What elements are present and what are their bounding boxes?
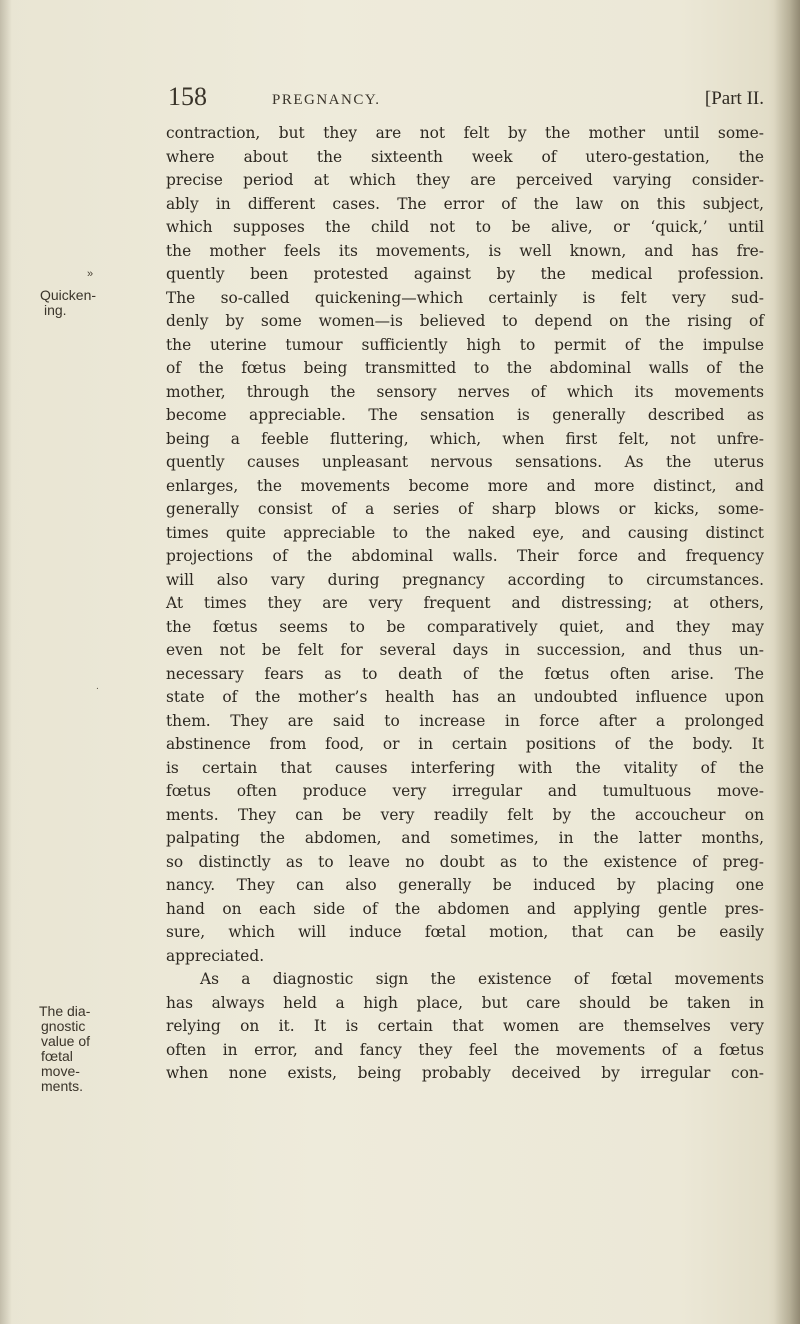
text-line: ments. They can be very readily felt by the accoucheur on [166,805,764,824]
text-line: palpating the abdomen, and sometimes, in the latter months, [166,829,764,847]
text-line: will also vary during pregnancy according to circumstances. [166,570,764,589]
text-line: ably in different cases. The error of the law on this subject, [166,194,764,213]
text-line: denly by some women—is believed to depend on the rising of [166,312,764,330]
text-line: mother, through the sensory nerves of which its movements [166,382,764,401]
text-line: fœtus often produce very irregular and tumultuous move- [166,782,764,800]
margin-note-line: ments. [41,1078,84,1094]
text-line: the uterine tumour sufficiently high to permit of the impulse [166,335,764,354]
text-line: sure, which will induce fœtal motion, that can be easily [166,923,764,941]
margin-mark: » [87,268,94,280]
text-line: quently been protested against by the medical profession. [166,265,764,283]
page-header [168,82,764,120]
margin-dot: . [96,682,99,692]
margin-note-line: The dia- [39,1003,91,1019]
text-line: is certain that causes interfering with the vitality of the [166,758,764,777]
text-line: times quite appreciable to the naked eye, and causing distinct [166,523,764,542]
margin-note-line: gnostic [41,1018,86,1034]
binding-shadow [0,0,12,1324]
text-line: being a feeble fluttering, which, when first felt, not unfre- [166,429,764,448]
text-line: often in error, and fancy they feel the movements of a fœtus [166,1040,764,1059]
text-line: necessary fears as to death of the fœtus often arise. The [166,664,764,683]
text-line: precise period at which they are perceived varying consider- [166,171,764,189]
text-line: has always held a high place, but care should be taken in [166,993,764,1012]
running-head: PREGNANCY. [272,92,381,108]
margin-note-line: fœtal [41,1048,73,1064]
text-line: them. They are said to increase in force after a prolonged [166,711,764,730]
part-label: [Part II. [704,88,764,109]
text-line: nancy. They can also generally be induced by placing one [166,876,764,894]
text-line: the fœtus seems to be comparatively quiet, and they may [166,617,764,636]
margin-note-quickening [40,288,96,318]
text-line: the mother feels its movements, is well known, and has fre- [166,241,764,260]
text-line-paragraph-start: As a diagnostic sign the existence of fœtal movements [200,970,764,988]
body-text [166,122,776,1086]
text-line: so distinctly as to leave no doubt as to the existence of preg- [166,852,764,871]
text-line: even not be felt for several days in succession, and thus un- [166,641,764,659]
text-line: state of the mother’s health has an undoubted influence upon [166,688,764,706]
text-line: hand on each side of the abdomen and applying gentle pres- [166,899,764,918]
text-line: which supposes the child not to be alive, or ‘quick,’ until [166,218,764,236]
text-line: become appreciable. The sensation is generally described as [166,406,764,424]
page-edge-shadow [774,0,800,1324]
text-line: generally consist of a series of sharp blows or kicks, some- [166,500,764,518]
text-line: contraction, but they are not felt by the mother until some- [166,124,764,142]
margin-note-line: Quicken- [40,287,97,303]
text-line: of the fœtus being transmitted to the abdominal walls of the [166,359,764,377]
text-line: where about the sixteenth week of utero-gestation, the [166,147,764,166]
text-line-paragraph-end: appreciated. [166,946,265,965]
margin-note-line: ing. [44,302,67,318]
text-line: when none exists, being probably deceived by irregular con- [166,1064,764,1082]
text-line: At times they are very frequent and distressing; at others, [166,594,764,612]
page-number: 158 [168,82,207,111]
text-line: projections of the abdominal walls. Their force and frequency [166,547,764,565]
margin-note-diagnostic [39,1004,90,1094]
margin-note-line: move- [41,1063,80,1079]
text-line: enlarges, the movements become more and more distinct, and [166,476,764,495]
margin-note-line: value of [41,1033,91,1049]
text-line: quently causes unpleasant nervous sensations. As the uterus [166,453,764,471]
text-line: abstinence from food, or in certain positions of the body. It [166,735,764,753]
text-line: relying on it. It is certain that women are themselves very [166,1017,764,1035]
text-line: The so-called quickening—which certainly is felt very sud- [166,288,764,307]
